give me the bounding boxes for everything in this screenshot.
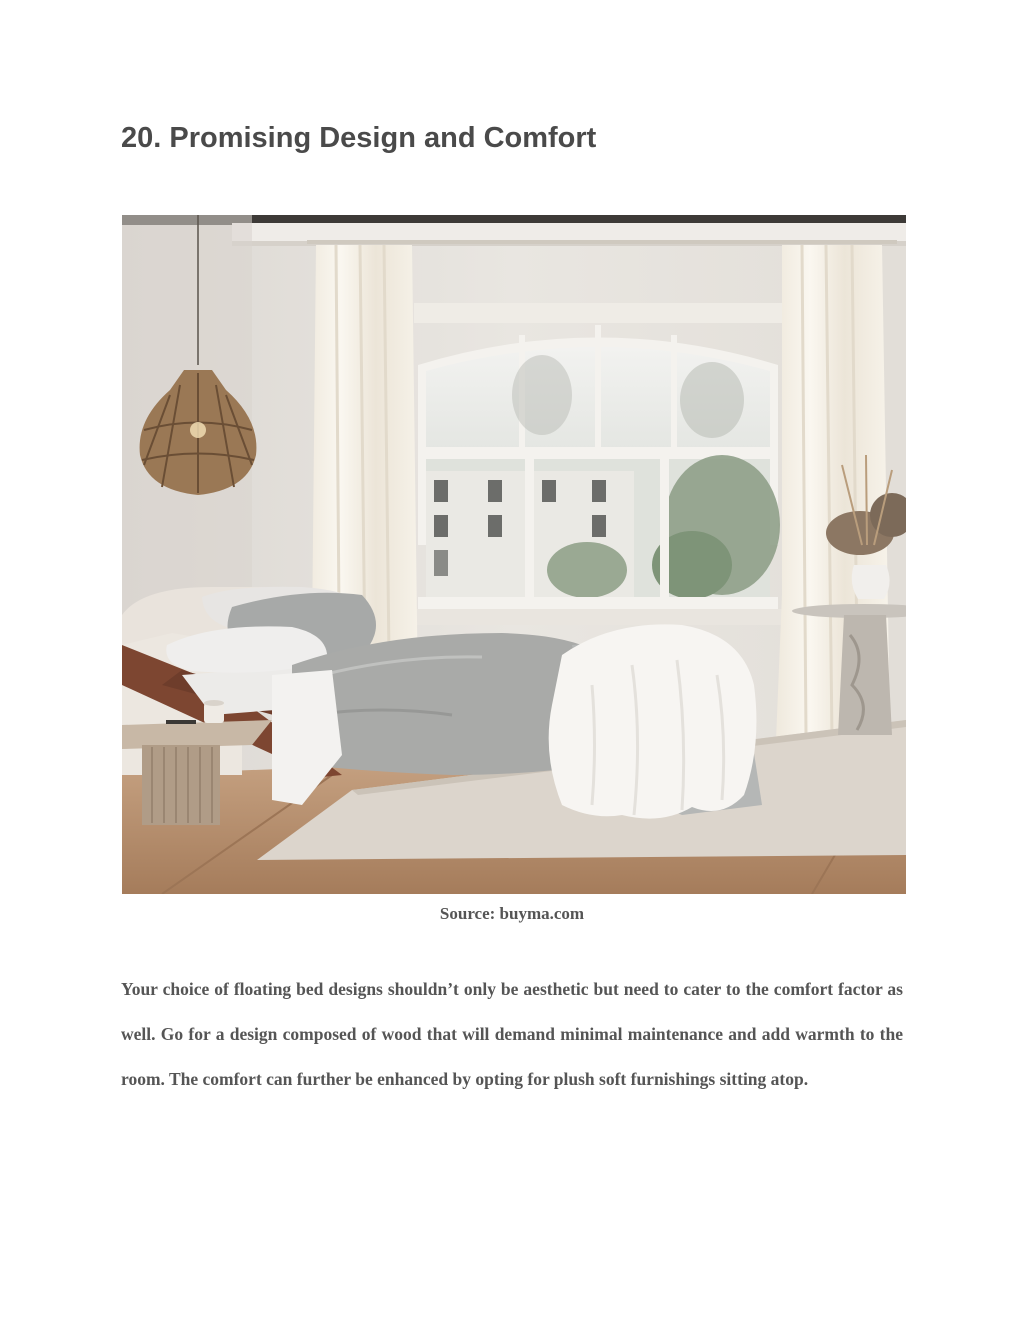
arched-window <box>412 325 784 625</box>
bedroom-photo <box>122 215 906 894</box>
fur-throw <box>549 624 757 818</box>
body-paragraph: Your choice of floating bed designs shouldn’t only be aesthetic but need to cater to the comfort factor as well. Go for a design composed of wood that will demand minimal maintenance and add warmth to the room. The comfort can further be enhanced by opting for plush soft furnishings sitting atop. <box>121 979 903 1089</box>
section-heading: 20. Promising Design and Comfort <box>121 122 597 154</box>
image-source-caption: Source: buyma.com <box>439 904 585 923</box>
